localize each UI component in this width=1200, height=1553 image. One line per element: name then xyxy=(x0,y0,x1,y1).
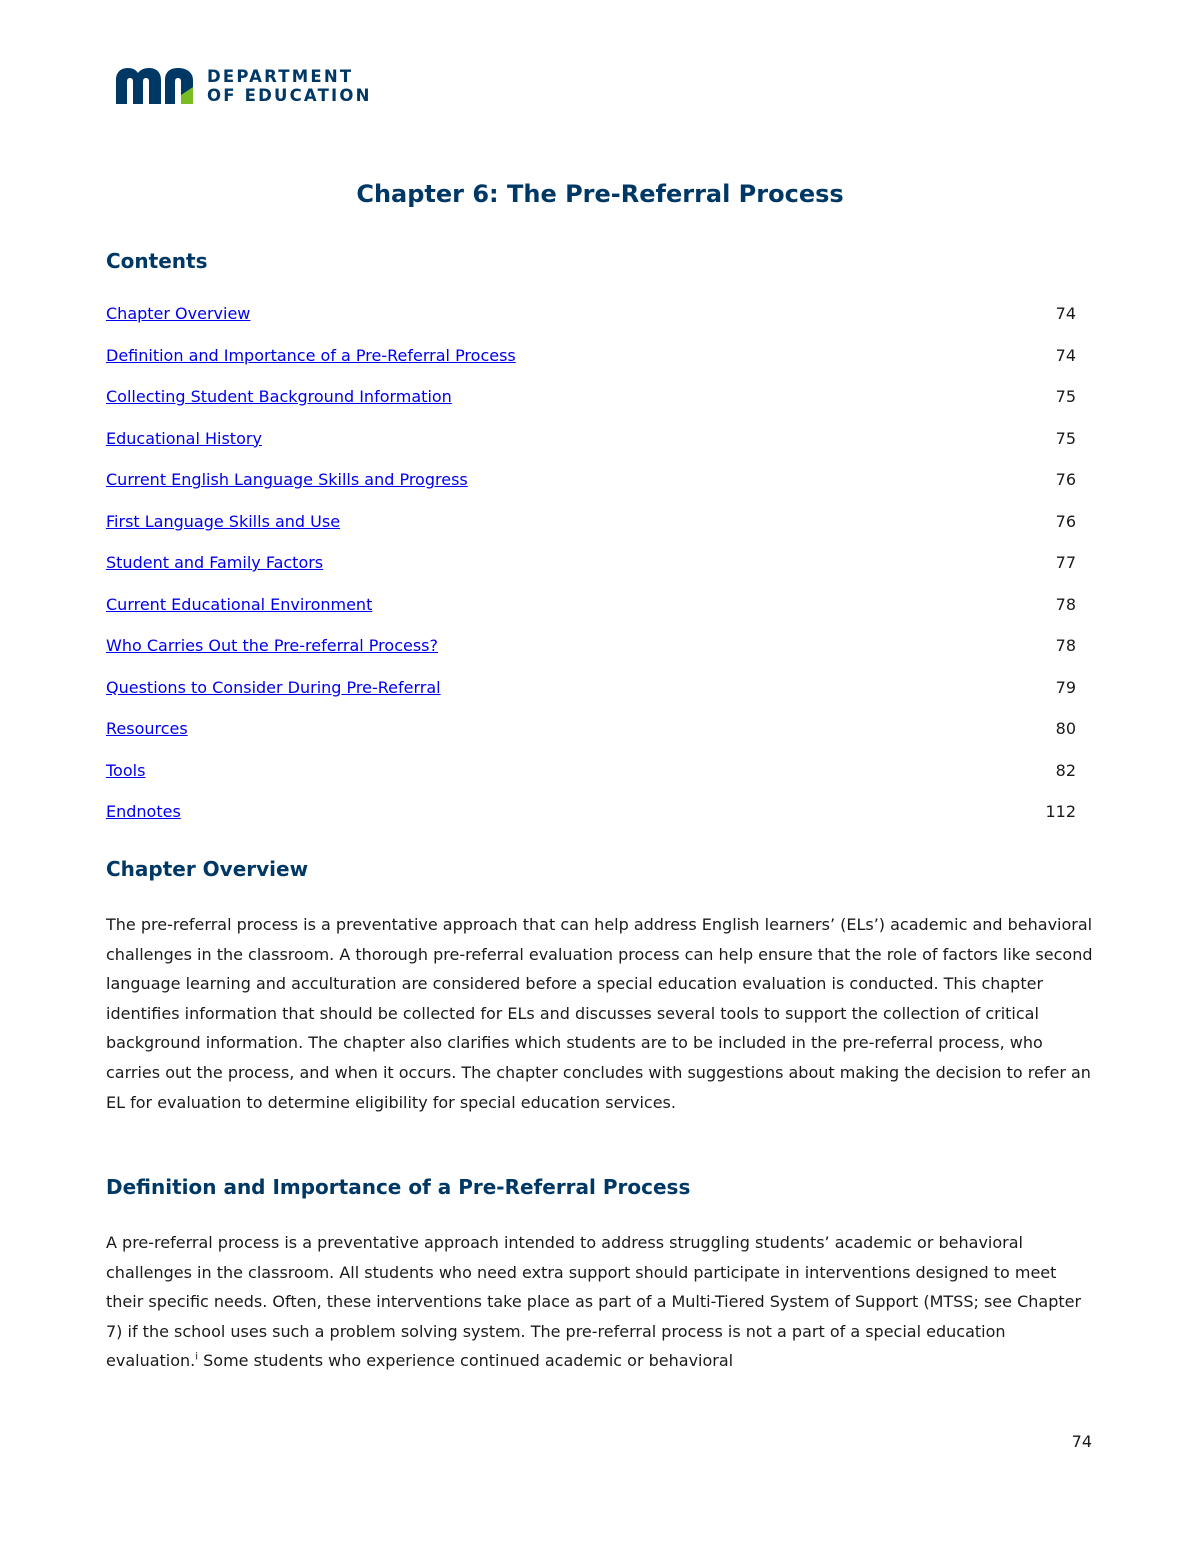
toc-page-number: 75 xyxy=(1055,387,1076,406)
toc-page-number: 78 xyxy=(1055,636,1076,655)
toc-link[interactable]: Tools xyxy=(106,760,146,780)
toc-page-number: 79 xyxy=(1055,677,1076,697)
toc-page-number: 80 xyxy=(1055,719,1076,738)
toc-link[interactable]: Who Carries Out the Pre-referral Process? xyxy=(106,636,438,655)
toc-page-number: 76 xyxy=(1055,470,1076,489)
toc-link[interactable]: Student and Family Factors xyxy=(106,553,324,572)
endnote-reference[interactable]: i xyxy=(195,1352,199,1364)
definition-text: A pre-referral process is a preventative approach intended to address struggling students’ academic or behavioral challenges in the classroom. All students who need extra support should participate in interventions designed to meet their specific needs. Often, these interventions take place as part of a Multi-Tiered System of Support (MTSS; see Chapter 7) if the school uses such a problem solving system. The pre-referral process is not a part of a special education evaluation. xyxy=(106,1233,1082,1371)
definition-paragraph xyxy=(106,1228,1096,1376)
toc-item xyxy=(106,508,1076,550)
toc-page-number: 74 xyxy=(1055,345,1076,365)
logo-line-2: OF EDUCATION xyxy=(207,86,372,105)
contents-heading: Contents xyxy=(106,249,208,273)
toc-item xyxy=(106,549,1076,591)
toc-link[interactable]: Resources xyxy=(106,719,188,738)
toc-link[interactable]: Educational History xyxy=(106,428,262,448)
toc-item xyxy=(106,300,1076,342)
toc-page-number: 77 xyxy=(1055,553,1076,572)
logo-line-1: DEPARTMENT xyxy=(207,67,354,86)
toc-link[interactable]: Current Educational Environment xyxy=(106,594,373,614)
toc-link[interactable]: Collecting Student Background Information xyxy=(106,387,452,406)
toc-page-number: 112 xyxy=(1045,802,1076,821)
toc-item xyxy=(106,715,1076,757)
toc-item xyxy=(106,425,1076,467)
logo-wordmark xyxy=(207,67,372,105)
chapter-overview-paragraph: The pre-referral process is a preventative approach that can help address English learners’ (ELs’) academic and behavioral challenges in the classroom. A thorough pre-referral evaluation process can help ensure that the role of factors like second language learning and acculturation are considered before a special education evaluation is conducted. This chapter identifies information that should be collected for ELs and discusses several tools to support the collection of critical background information. The chapter also clarifies which students are to be included in the pre-referral process, who carries out the process, and when it occurs. The chapter concludes with suggestions about making the decision to refer an EL for evaluation to determine eligibility for special education services. xyxy=(106,915,1093,1112)
mn-logo-icon xyxy=(115,67,195,105)
chapter-overview-heading: Chapter Overview xyxy=(106,857,309,881)
toc-page-number: 74 xyxy=(1055,304,1076,323)
toc-item xyxy=(106,591,1076,633)
toc-item xyxy=(106,757,1076,799)
page-title: Chapter 6: The Pre-Referral Process xyxy=(356,180,844,208)
toc-link[interactable]: First Language Skills and Use xyxy=(106,511,341,531)
toc-page-number: 82 xyxy=(1055,760,1076,780)
toc-link[interactable]: Questions to Consider During Pre-Referral xyxy=(106,677,441,697)
toc-item xyxy=(106,342,1076,384)
toc-item xyxy=(106,798,1076,840)
toc-item xyxy=(106,632,1076,674)
toc-link[interactable]: Chapter Overview xyxy=(106,304,251,323)
table-of-contents xyxy=(106,300,1076,840)
toc-link[interactable]: Definition and Importance of a Pre-Referral Process xyxy=(106,345,516,365)
toc-item xyxy=(106,383,1076,425)
toc-page-number: 76 xyxy=(1055,511,1076,531)
toc-page-number: 75 xyxy=(1055,428,1076,448)
page-number: 74 xyxy=(1071,1432,1092,1451)
toc-item xyxy=(106,466,1076,508)
toc-item xyxy=(106,674,1076,716)
toc-page-number: 78 xyxy=(1055,594,1076,614)
toc-link[interactable]: Endnotes xyxy=(106,802,181,821)
department-logo xyxy=(115,67,372,105)
definition-heading: Definition and Importance of a Pre-Referral Process xyxy=(106,1175,691,1199)
definition-text-continued: Some students who experience continued academic or behavioral xyxy=(198,1351,734,1371)
toc-link[interactable]: Current English Language Skills and Progress xyxy=(106,470,468,489)
